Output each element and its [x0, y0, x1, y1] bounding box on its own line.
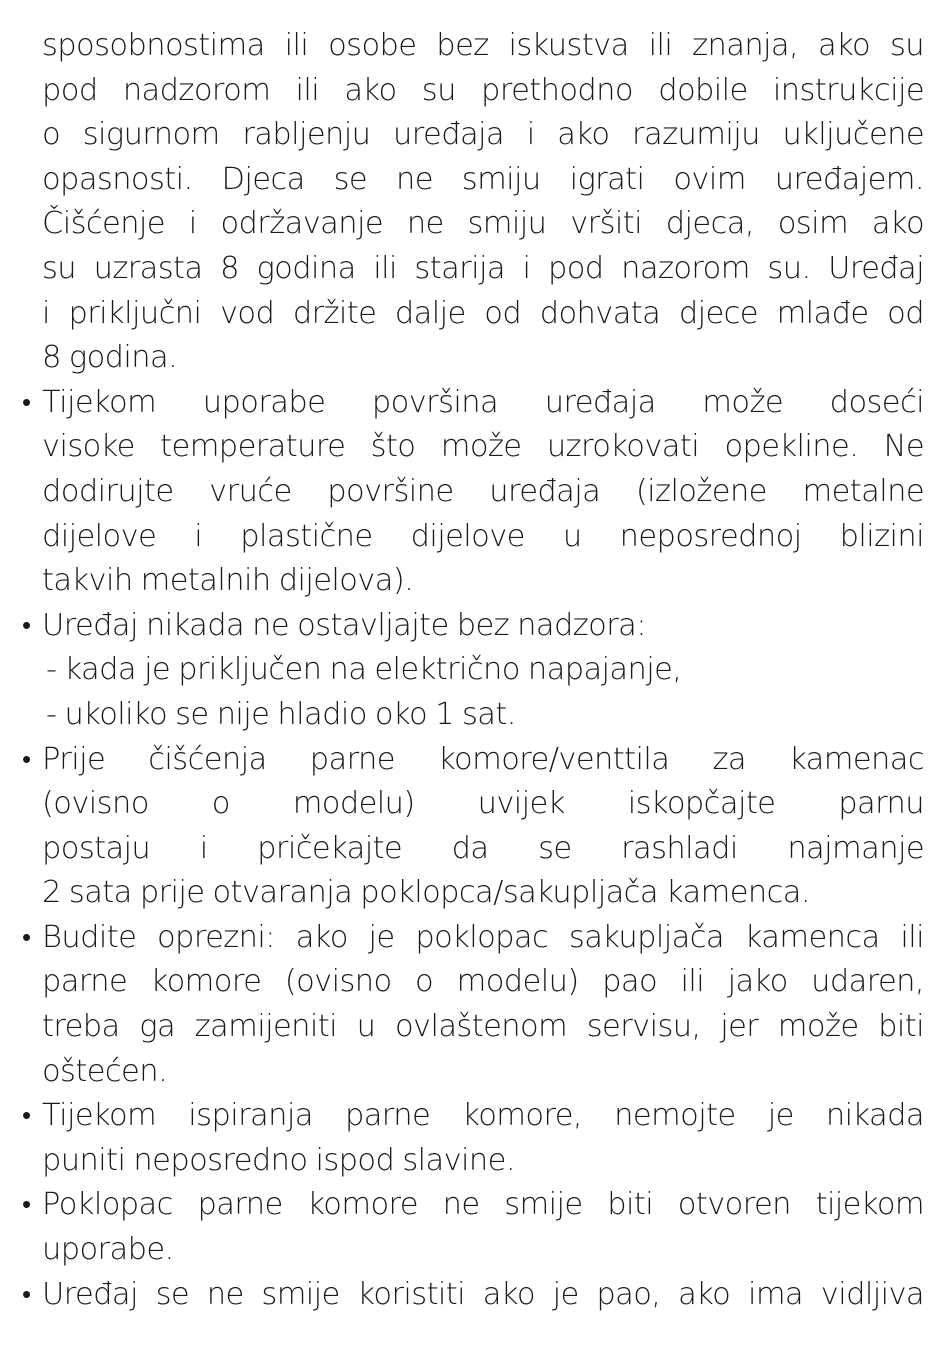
bullet-marker: • [22, 1101, 32, 1132]
sub-item-line: - kada je priključen na električno napajanje, [46, 652, 682, 688]
text-line: Uređaj se ne smije koristiti ako je pao, ako ima vidljiva [42, 1276, 924, 1312]
text-line: treba ga zamijeniti u ovlaštenom servisu, jer može biti [42, 1009, 924, 1045]
text-line: takvih metalnih dijelova). [42, 563, 414, 599]
sub-item-line: - ukoliko se nije hladio oko 1 sat. [46, 696, 516, 732]
safety-bullet-item [22, 1183, 924, 1272]
bullet-marker: • [22, 922, 32, 953]
bullet-marker: • [22, 610, 32, 641]
safety-bullet-item [22, 1094, 924, 1183]
text-line: Uređaj nikada ne ostavljajte bez nadzora: [42, 607, 646, 643]
text-line: opasnosti. Djeca se ne smiju igrati ovim uređajem. [42, 161, 924, 197]
text-line: Prije čišćenja parne komore/venttila za kamenac [42, 741, 924, 777]
paragraph-text [42, 604, 924, 738]
text-line: dodirujte vruće površine uređaja (izložene metalne [42, 473, 924, 509]
text-line: Čišćenje i održavanje ne smiju vršiti djeca, osim ako [42, 206, 924, 242]
text-line: i priključni vod držite dalje od dohvata djece mlađe od [42, 295, 924, 331]
safety-bullet-item [22, 381, 924, 604]
text-line: Budite oprezni: ako je poklopac sakupljača kamenca ili [42, 919, 924, 955]
paragraph-text [42, 24, 924, 381]
paragraph-text [42, 1273, 924, 1318]
text-line: o sigurnom rabljenju uređaja i ako razumiju uključene [42, 117, 924, 153]
text-line: parne komore (ovisno o modelu) pao ili jako udaren, [42, 964, 924, 1000]
paragraph-text [42, 916, 924, 1094]
text-line: uporabe. [42, 1232, 174, 1268]
text-line: (ovisno o modelu) uvijek iskopčajte parnu [42, 786, 924, 822]
text-line: Tijekom ispiranja parne komore, nemojte je nikada [42, 1098, 924, 1134]
text-line: visoke temperature što može uzrokovati opekline. Ne [42, 429, 924, 465]
safety-bullet-item [22, 604, 924, 738]
safety-bullet-item [22, 1273, 924, 1318]
bullet-marker: • [22, 1190, 32, 1221]
paragraph-text [42, 1183, 924, 1272]
text-line: puniti neposredno ispod slavine. [42, 1142, 515, 1178]
text-line: 2 sata prije otvaranja poklopca/sakupljača kamenca. [42, 875, 810, 911]
text-line: Poklopac parne komore ne smije biti otvoren tijekom [42, 1187, 924, 1223]
text-line: 8 godina. [42, 340, 178, 376]
bullet-marker: • [22, 744, 32, 775]
paragraph-text [42, 1094, 924, 1183]
text-line: sposobnostima ili osobe bez iskustva ili znanja, ako su [42, 28, 924, 63]
bullet-marker: • [22, 387, 32, 418]
paragraph-text [42, 381, 924, 604]
safety-bullet-item [22, 738, 924, 916]
bullet-marker: • [22, 1279, 32, 1310]
text-line: postaju i pričekajte da se rashladi najmanje [42, 830, 924, 866]
text-line: pod nadzorom ili ako su prethodno dobile instrukcije [42, 72, 924, 108]
text-line: dijelove i plastične dijelove u neposrednoj blizini [42, 518, 924, 554]
safety-bullet-item [22, 916, 924, 1094]
paragraph-text [42, 738, 924, 916]
text-line: oštećen. [42, 1053, 168, 1089]
safety-paragraph-continuation [22, 24, 924, 381]
text-line: Tijekom uporabe površina uređaja može doseći [42, 384, 924, 420]
text-line: su uzrasta 8 godina ili starija i pod nazorom su. Uređaj [42, 250, 924, 286]
